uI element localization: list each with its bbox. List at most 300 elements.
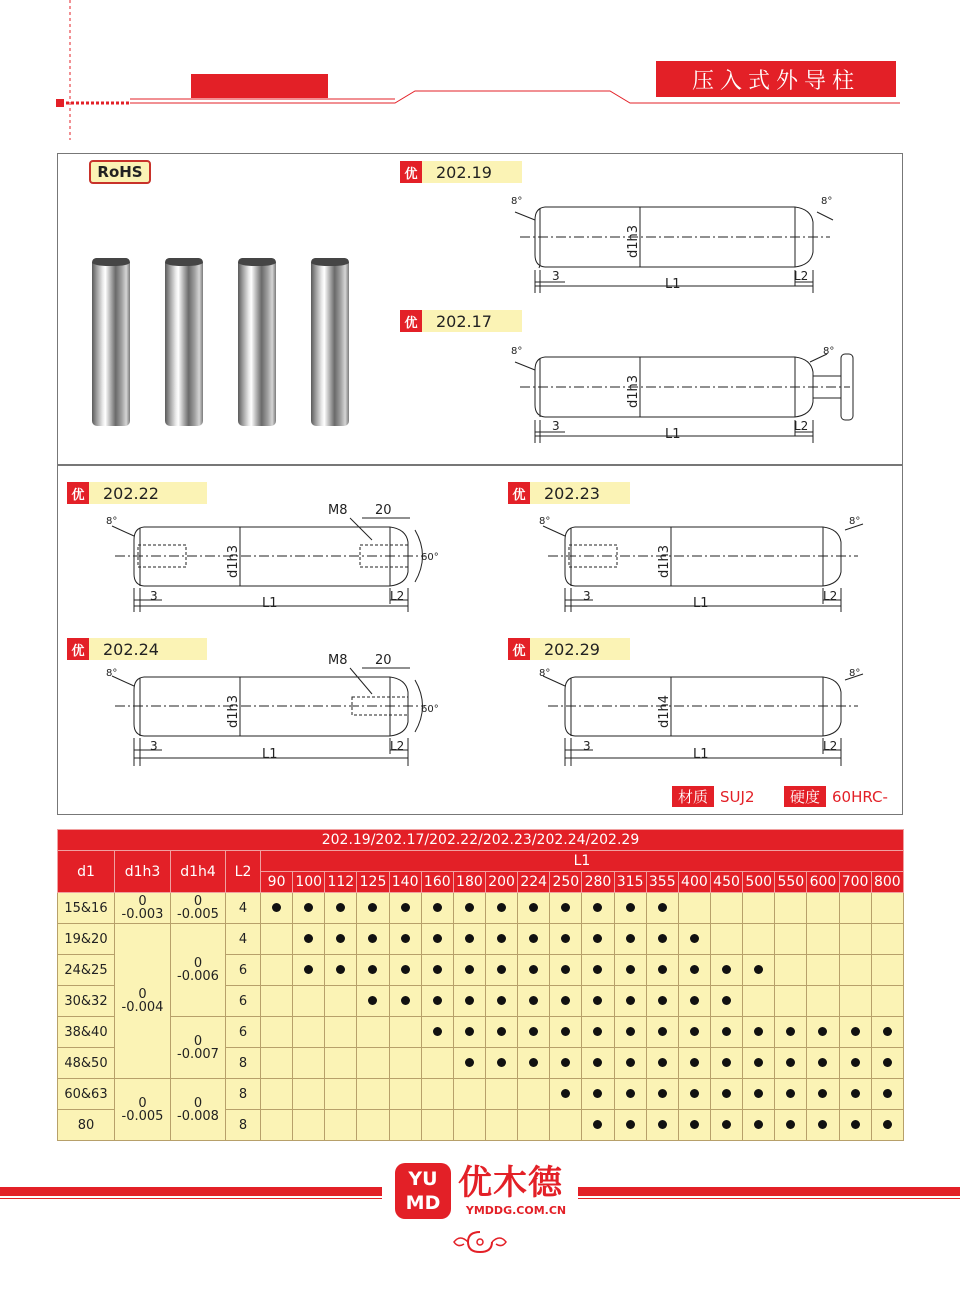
availability-cell <box>518 986 550 1017</box>
angle-left-label: 8° <box>539 516 551 527</box>
availability-cell <box>550 1079 582 1110</box>
tolerance-upper: 0 <box>193 894 203 909</box>
code-text: 202.23 <box>530 482 630 504</box>
drawing-202-29 <box>533 650 873 768</box>
tolerance-h4 <box>171 1017 226 1079</box>
angle-left-label: 8° <box>511 346 523 357</box>
thread-depth-label: 20 <box>375 653 392 668</box>
table-row <box>58 924 904 955</box>
thread-depth-label: 20 <box>375 503 392 518</box>
availability-cell <box>421 1048 453 1079</box>
availability-cell <box>261 924 293 955</box>
available-dot-icon <box>658 965 667 974</box>
code-text: 202.17 <box>422 310 522 332</box>
dim-diameter-label: d1h3 <box>226 694 241 728</box>
availability-cell <box>293 986 325 1017</box>
availability-cell <box>807 1048 839 1079</box>
available-dot-icon <box>529 934 538 943</box>
footer-thin-right <box>578 1198 960 1199</box>
availability-cell <box>485 955 517 986</box>
availability-cell <box>678 1048 710 1079</box>
code-text: 202.29 <box>530 638 630 660</box>
cell-l2: 4 <box>226 893 261 924</box>
availability-cell <box>839 986 871 1017</box>
availability-cell <box>646 924 678 955</box>
available-dot-icon <box>690 996 699 1005</box>
tolerance-h4 <box>171 1079 226 1141</box>
available-dot-icon <box>497 934 506 943</box>
available-dot-icon <box>368 996 377 1005</box>
drawing-202-24 <box>100 650 460 768</box>
available-dot-icon <box>658 1027 667 1036</box>
spec-table <box>57 829 904 1141</box>
available-dot-icon <box>593 965 602 974</box>
availability-cell <box>325 955 357 986</box>
availability-cell <box>550 924 582 955</box>
header-length: 315 <box>614 872 646 893</box>
availability-cell <box>293 1079 325 1110</box>
availability-cell <box>614 1110 646 1141</box>
availability-cell <box>582 924 614 955</box>
availability-cell <box>325 1017 357 1048</box>
availability-cell <box>453 1017 485 1048</box>
availability-cell <box>871 893 903 924</box>
angle-right-label: 8° <box>823 346 835 357</box>
availability-cell <box>775 955 807 986</box>
material-value: SUJ2 <box>714 786 764 807</box>
available-dot-icon <box>658 1120 667 1129</box>
cell-d1: 80 <box>58 1110 115 1141</box>
available-dot-icon <box>593 1120 602 1129</box>
availability-cell <box>357 955 389 986</box>
availability-cell <box>261 893 293 924</box>
availability-cell <box>421 955 453 986</box>
availability-cell <box>582 893 614 924</box>
dim-diameter-label: d1h3 <box>626 374 641 408</box>
availability-cell <box>678 1017 710 1048</box>
available-dot-icon <box>433 996 442 1005</box>
available-dot-icon <box>593 1027 602 1036</box>
availability-cell <box>839 893 871 924</box>
available-dot-icon <box>561 996 570 1005</box>
availability-cell <box>453 986 485 1017</box>
availability-cell <box>646 1017 678 1048</box>
thread-label: M8 <box>328 653 348 668</box>
availability-cell <box>518 924 550 955</box>
availability-cell <box>646 1048 678 1079</box>
available-dot-icon <box>626 1058 635 1067</box>
preferred-mark: 优 <box>67 482 89 504</box>
availability-cell <box>743 924 775 955</box>
available-dot-icon <box>658 996 667 1005</box>
thread-label: M8 <box>328 503 348 518</box>
availability-cell <box>807 1079 839 1110</box>
available-dot-icon <box>658 1058 667 1067</box>
tolerance-lower: -0.006 <box>177 969 219 984</box>
dim-a-label: 3 <box>150 589 158 603</box>
available-dot-icon <box>658 903 667 912</box>
availability-cell <box>357 893 389 924</box>
available-dot-icon <box>658 934 667 943</box>
availability-cell <box>646 955 678 986</box>
available-dot-icon <box>465 934 474 943</box>
available-dot-icon <box>272 903 281 912</box>
dim-l2-label: L2 <box>823 589 838 603</box>
availability-cell <box>453 1079 485 1110</box>
available-dot-icon <box>754 965 763 974</box>
availability-cell <box>325 1110 357 1141</box>
preferred-mark: 优 <box>508 638 530 660</box>
availability-cell <box>357 1079 389 1110</box>
availability-cell <box>550 955 582 986</box>
table-caption: 202.19/202.17/202.22/202.23/202.24/202.29 <box>58 830 904 851</box>
code-label-202-19 <box>400 161 522 183</box>
available-dot-icon <box>786 1089 795 1098</box>
available-dot-icon <box>401 934 410 943</box>
availability-cell <box>646 986 678 1017</box>
available-dot-icon <box>529 965 538 974</box>
available-dot-icon <box>336 934 345 943</box>
availability-cell <box>871 1048 903 1079</box>
availability-cell <box>678 986 710 1017</box>
availability-cell <box>614 1017 646 1048</box>
availability-cell <box>743 955 775 986</box>
available-dot-icon <box>883 1027 892 1036</box>
availability-cell <box>678 1110 710 1141</box>
availability-cell <box>389 955 421 986</box>
availability-cell <box>389 924 421 955</box>
availability-cell <box>775 893 807 924</box>
angle-right-label: 8° <box>849 668 861 679</box>
cell-d1: 19&20 <box>58 924 115 955</box>
cell-d1: 60&63 <box>58 1079 115 1110</box>
availability-cell <box>582 1017 614 1048</box>
available-dot-icon <box>626 934 635 943</box>
availability-cell <box>582 955 614 986</box>
available-dot-icon <box>304 965 313 974</box>
dim-l2-label: L2 <box>794 269 809 283</box>
availability-cell <box>389 986 421 1017</box>
available-dot-icon <box>465 1027 474 1036</box>
availability-cell <box>293 924 325 955</box>
availability-cell <box>775 1048 807 1079</box>
angle-right-label: 8° <box>821 196 833 207</box>
material-label: 材质 <box>672 786 714 807</box>
available-dot-icon <box>433 934 442 943</box>
angle-left-label: 8° <box>539 668 551 679</box>
availability-cell <box>871 1017 903 1048</box>
availability-cell <box>421 1017 453 1048</box>
tolerance-lower: -0.003 <box>121 907 164 922</box>
brand-name: 优木德 <box>458 1163 563 1203</box>
table-row <box>58 1079 904 1110</box>
availability-cell <box>550 1048 582 1079</box>
header-length: 450 <box>710 872 742 893</box>
header-d1: d1 <box>58 851 115 893</box>
dim-diameter-label: d1h4 <box>657 694 672 728</box>
availability-cell <box>389 1079 421 1110</box>
cell-d1: 15&16 <box>58 893 115 924</box>
available-dot-icon <box>754 1058 763 1067</box>
availability-cell <box>518 1079 550 1110</box>
dim-diameter-label: d1h3 <box>626 224 641 258</box>
available-dot-icon <box>786 1027 795 1036</box>
available-dot-icon <box>883 1089 892 1098</box>
preferred-mark: 优 <box>508 482 530 504</box>
available-dot-icon <box>433 903 442 912</box>
tolerance-lower: -0.007 <box>177 1046 219 1062</box>
availability-cell <box>357 1017 389 1048</box>
dim-l1-label: L1 <box>665 427 681 442</box>
available-dot-icon <box>722 1120 731 1129</box>
available-dot-icon <box>529 1058 538 1067</box>
header-length: 112 <box>325 872 357 893</box>
availability-cell <box>485 1110 517 1141</box>
availability-cell <box>325 986 357 1017</box>
available-dot-icon <box>818 1120 827 1129</box>
dim-a-label: 3 <box>583 589 591 603</box>
tolerance-lower: -0.008 <box>177 1108 219 1124</box>
available-dot-icon <box>433 965 442 974</box>
available-dot-icon <box>754 1120 763 1129</box>
available-dot-icon <box>626 1089 635 1098</box>
availability-cell <box>518 1110 550 1141</box>
availability-cell <box>453 893 485 924</box>
available-dot-icon <box>626 996 635 1005</box>
availability-cell <box>518 1048 550 1079</box>
availability-cell <box>807 955 839 986</box>
availability-cell <box>421 1110 453 1141</box>
header-length: 280 <box>582 872 614 893</box>
available-dot-icon <box>304 934 313 943</box>
cell-l2: 6 <box>226 955 261 986</box>
available-dot-icon <box>722 996 731 1005</box>
tolerance-upper: 0 <box>193 956 203 971</box>
available-dot-icon <box>561 1058 570 1067</box>
header-length: 200 <box>485 872 517 893</box>
header-length: 224 <box>518 872 550 893</box>
available-dot-icon <box>561 934 570 943</box>
availability-cell <box>453 1110 485 1141</box>
availability-cell <box>710 924 742 955</box>
header-length: 500 <box>743 872 775 893</box>
code-text: 202.22 <box>89 482 207 504</box>
availability-cell <box>871 986 903 1017</box>
guide-pin-image <box>311 258 349 426</box>
available-dot-icon <box>593 1089 602 1098</box>
available-dot-icon <box>593 934 602 943</box>
available-dot-icon <box>497 903 506 912</box>
availability-cell <box>550 1110 582 1141</box>
header-length: 355 <box>646 872 678 893</box>
available-dot-icon <box>529 903 538 912</box>
footer-thin-left <box>0 1198 382 1199</box>
drawing-202-17 <box>505 340 865 450</box>
available-dot-icon <box>883 1120 892 1129</box>
availability-cell <box>646 1079 678 1110</box>
availability-cell <box>775 1079 807 1110</box>
available-dot-icon <box>465 996 474 1005</box>
availability-cell <box>743 1079 775 1110</box>
page-title: 压入式外导柱 <box>656 61 896 97</box>
tolerance-upper: 0 <box>138 1095 147 1111</box>
dim-l1-label: L1 <box>262 596 278 611</box>
availability-cell <box>614 893 646 924</box>
availability-cell <box>646 893 678 924</box>
available-dot-icon <box>497 996 506 1005</box>
rohs-badge: RoHS <box>89 160 151 184</box>
availability-cell <box>807 924 839 955</box>
availability-cell <box>678 955 710 986</box>
availability-cell <box>839 1048 871 1079</box>
availability-cell <box>743 893 775 924</box>
availability-cell <box>614 924 646 955</box>
availability-cell <box>871 924 903 955</box>
availability-cell <box>453 955 485 986</box>
available-dot-icon <box>818 1058 827 1067</box>
header-red-bar <box>191 74 328 98</box>
available-dot-icon <box>883 1058 892 1067</box>
dim-l1-label: L1 <box>262 747 278 762</box>
availability-cell <box>325 893 357 924</box>
availability-cell <box>839 1110 871 1141</box>
availability-cell <box>871 955 903 986</box>
availability-cell <box>710 986 742 1017</box>
available-dot-icon <box>368 903 377 912</box>
header-length: 140 <box>389 872 421 893</box>
cell-d1: 30&32 <box>58 986 115 1017</box>
availability-cell <box>261 1017 293 1048</box>
availability-cell <box>421 893 453 924</box>
availability-cell <box>839 1017 871 1048</box>
dim-diameter-label: d1h3 <box>226 544 241 578</box>
availability-cell <box>614 955 646 986</box>
availability-cell <box>518 955 550 986</box>
available-dot-icon <box>690 1058 699 1067</box>
availability-cell <box>325 924 357 955</box>
availability-cell <box>710 1079 742 1110</box>
tolerance-upper: 0 <box>193 1095 203 1111</box>
available-dot-icon <box>658 1089 667 1098</box>
header-d1h3: d1h3 <box>115 851 171 893</box>
availability-cell <box>678 1079 710 1110</box>
available-dot-icon <box>786 1058 795 1067</box>
available-dot-icon <box>593 1058 602 1067</box>
dim-l2-label: L2 <box>823 739 838 753</box>
material-spec <box>672 786 764 807</box>
angle-left-label: 8° <box>511 196 523 207</box>
available-dot-icon <box>561 1027 570 1036</box>
dim-l2-label: L2 <box>390 589 405 603</box>
availability-cell <box>293 1048 325 1079</box>
available-dot-icon <box>401 996 410 1005</box>
availability-cell <box>389 893 421 924</box>
tolerance-lower: -0.004 <box>121 1000 164 1015</box>
preferred-mark: 优 <box>400 161 422 183</box>
availability-cell <box>485 893 517 924</box>
dim-l1-label: L1 <box>693 596 709 611</box>
angle-right-label: 60° <box>421 704 439 715</box>
cell-d1: 48&50 <box>58 1048 115 1079</box>
availability-cell <box>871 1110 903 1141</box>
dim-a-label: 3 <box>552 269 560 283</box>
availability-cell <box>614 1079 646 1110</box>
available-dot-icon <box>497 965 506 974</box>
code-text: 202.19 <box>422 161 522 183</box>
available-dot-icon <box>465 903 474 912</box>
product-photo <box>80 250 370 430</box>
tolerance-h3 <box>115 924 171 1079</box>
availability-cell <box>261 1110 293 1141</box>
drawing-202-19 <box>505 190 845 300</box>
available-dot-icon <box>626 903 635 912</box>
ornament-icon <box>448 1228 512 1258</box>
availability-cell <box>775 924 807 955</box>
header-length: 550 <box>775 872 807 893</box>
cell-l2: 6 <box>226 1017 261 1048</box>
code-label-202-17 <box>400 310 522 332</box>
available-dot-icon <box>529 996 538 1005</box>
header-length: 600 <box>807 872 839 893</box>
logo-bottom-text: MD <box>405 1192 441 1214</box>
header-length: 400 <box>678 872 710 893</box>
availability-cell <box>357 924 389 955</box>
availability-cell <box>518 893 550 924</box>
available-dot-icon <box>818 1089 827 1098</box>
available-dot-icon <box>626 1120 635 1129</box>
availability-cell <box>743 986 775 1017</box>
available-dot-icon <box>786 1120 795 1129</box>
availability-cell <box>710 1017 742 1048</box>
drawing-202-22 <box>100 500 460 612</box>
cell-l2: 6 <box>226 986 261 1017</box>
table-row <box>58 1017 904 1048</box>
availability-cell <box>421 986 453 1017</box>
header-length: 160 <box>421 872 453 893</box>
dim-l1-label: L1 <box>693 747 709 762</box>
availability-cell <box>678 893 710 924</box>
availability-cell <box>839 1079 871 1110</box>
availability-cell <box>807 986 839 1017</box>
availability-cell <box>261 986 293 1017</box>
available-dot-icon <box>722 1058 731 1067</box>
availability-cell <box>710 1110 742 1141</box>
angle-right-label: 8° <box>849 516 861 527</box>
cell-l2: 8 <box>226 1110 261 1141</box>
availability-cell <box>325 1079 357 1110</box>
availability-cell <box>261 955 293 986</box>
available-dot-icon <box>690 934 699 943</box>
header-length: 800 <box>871 872 903 893</box>
tolerance-lower: -0.005 <box>177 907 219 922</box>
cell-l2: 4 <box>226 924 261 955</box>
footer-bar-right <box>578 1187 960 1196</box>
tolerance-lower: -0.005 <box>121 1108 164 1124</box>
available-dot-icon <box>336 903 345 912</box>
availability-cell <box>807 893 839 924</box>
preferred-mark: 优 <box>67 638 89 660</box>
availability-cell <box>421 1079 453 1110</box>
availability-cell <box>710 1048 742 1079</box>
availability-cell <box>389 1017 421 1048</box>
tolerance-upper: 0 <box>138 894 147 909</box>
available-dot-icon <box>465 965 474 974</box>
availability-cell <box>293 893 325 924</box>
cell-d1: 38&40 <box>58 1017 115 1048</box>
available-dot-icon <box>304 903 313 912</box>
tolerance-upper: 0 <box>193 1033 203 1049</box>
availability-cell <box>710 893 742 924</box>
